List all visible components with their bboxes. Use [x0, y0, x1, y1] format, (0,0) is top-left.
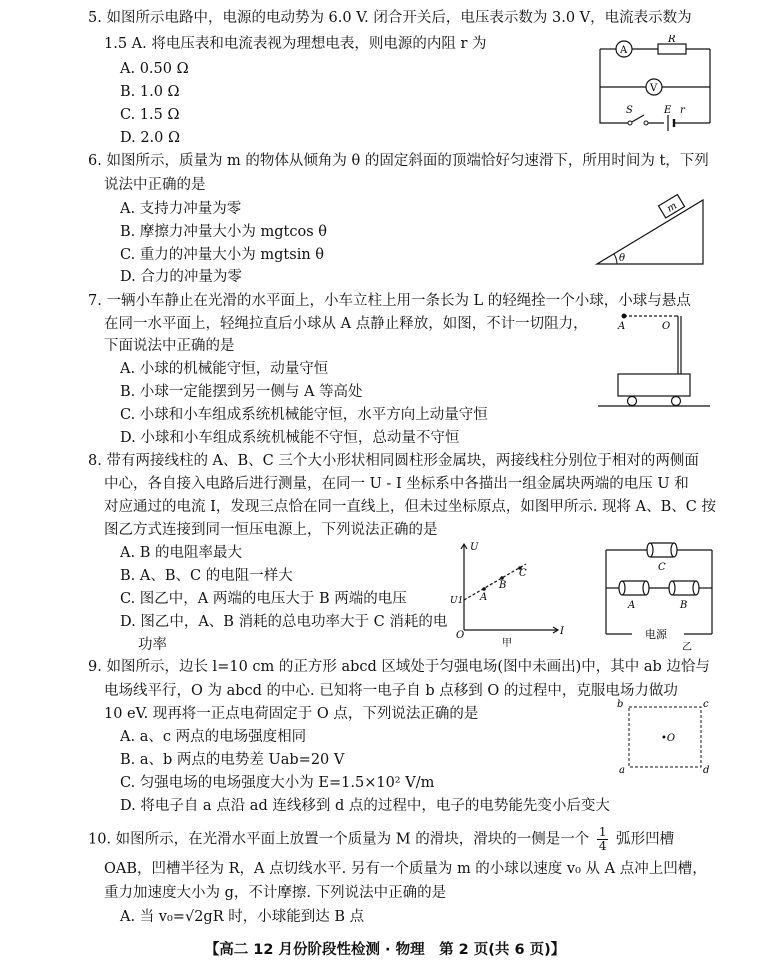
q5-resistor-label: R	[668, 35, 676, 45]
q5-line2: 1.5 A. 将电压表和电流表视为理想电表，则电源的内阻 r 为	[104, 36, 487, 52]
q8-line2: 中心，各自接入电路后进行测量，在同一 U - I 坐标系中各描出一组金属块两端的电压 U 和	[104, 476, 689, 492]
q8-line3: 对应通过的电流 I，发现三点恰在同一直线上，但未过坐标原点，如图甲所示. 现将 A、B、C 按	[104, 499, 716, 515]
q10-line1-start: 10. 如图所示，在光滑水平面上放置一个质量为 M 的滑块，滑块的一侧是一个	[88, 831, 590, 848]
q10-option-a: A. 当 v₀=√2gR 时，小球能到达 B 点	[120, 909, 365, 925]
q9-point-b: b	[617, 699, 624, 710]
q7-option-c: C. 小球和小车组成系统机械能守恒，水平方向上动量守恒	[120, 407, 488, 423]
q10-line1	[88, 826, 674, 853]
q9-option-b: B. a、b 两点的电势差 Uab=20 V	[120, 752, 345, 768]
q7-option-b: B. 小球一定能摆到另一侧与 A 等高处	[120, 384, 363, 400]
q6-option-c: C. 重力的冲量大小为 mgtsin θ	[120, 247, 325, 263]
q6-option-a: A. 支持力冲量为零	[120, 201, 242, 217]
q6-line2: 说法中正确的是	[104, 177, 206, 193]
q9-square-figure	[615, 697, 715, 777]
q5-voltmeter-label: V	[650, 83, 658, 94]
q7-point-o-label: O	[662, 321, 671, 332]
q8-option-d-continued: 功率	[138, 637, 167, 653]
q6-angle-label: θ	[619, 253, 626, 264]
q5-line1: 5. 如图所示电路中，电源的电动势为 6.0 V. 闭合开关后，电压表示数为 3.0 V，电流表示数为	[88, 10, 692, 26]
q5-emf-label: E	[664, 105, 672, 116]
q10-fraction-denominator: 4	[598, 839, 607, 853]
q8-line1: 8. 带有两接线柱的 A、B、C 三个大小形状相同圆柱形金属块，两接线柱分别位于相对的两侧面	[88, 453, 699, 469]
q8-graph-point-a: A	[480, 592, 488, 603]
q9-point-d: d	[703, 765, 710, 776]
q8-graph-caption: 甲	[502, 638, 512, 649]
q9-line1: 9. 如图所示，边长 l=10 cm 的正方形 abcd 区域处于匀强电场(图中未画出)中，其中 ab 边恰与	[88, 659, 710, 675]
q5-switch-label: S	[626, 105, 633, 116]
q8-line4: 图乙方式连接到同一恒压电源上，下列说法正确的是	[104, 522, 438, 538]
q5-option-c: C. 1.5 Ω	[120, 107, 180, 123]
q5-ammeter-label: A	[620, 45, 628, 56]
q7-option-d: D. 小球和小车组成系统机械能不守恒，总动量不守恒	[120, 430, 460, 446]
q7-line1: 7. 一辆小车静止在光滑的水平面上，小车立柱上用一条长为 L 的轻绳拴一个小球，小球与悬点	[88, 293, 691, 309]
q6-line1: 6. 如图所示，质量为 m 的物体从倾角为 θ 的固定斜面的顶端恰好匀速滑下，所用时间为 t，下列	[88, 153, 709, 169]
q9-option-c: C. 匀强电场的电场强度大小为 E=1.5×10² V/m	[120, 775, 435, 791]
q7-point-a-label: A	[618, 321, 626, 332]
q10-line3: 重力加速度大小为 g，不计摩擦. 下列说法中正确的是	[104, 885, 447, 901]
q8-graph-point-b: B	[499, 580, 507, 591]
q5-option-a: A. 0.50 Ω	[120, 61, 189, 77]
q10-line1-end: 弧形凹槽	[616, 831, 675, 848]
q9-point-c: c	[703, 699, 709, 710]
q6-incline-figure	[595, 190, 710, 270]
q8-circuit-figure	[600, 540, 720, 652]
q7-cart-figure	[598, 310, 713, 410]
q8-circuit-b-label: B	[680, 600, 688, 611]
q10-fraction	[597, 826, 609, 853]
q10-line2: OAB，凹槽半径为 R，A 点切线水平. 另有一个质量为 m 的小球以速度 v₀ 从 A 点冲上凹槽，	[104, 861, 707, 877]
q8-circuit-c-label: C	[658, 562, 666, 573]
q5-option-d: D. 2.0 Ω	[120, 130, 181, 146]
q5-circuit-figure	[590, 35, 720, 135]
q8-graph-y-label: U	[470, 542, 479, 553]
q9-point-a: a	[619, 765, 625, 776]
q8-graph-x-label: I	[560, 626, 564, 637]
q8-option-c: C. 图乙中，A 两端的电压大于 B 两端的电压	[120, 591, 407, 607]
q6-option-b: B. 摩擦力冲量大小为 mgtcos θ	[120, 224, 327, 240]
q7-option-a: A. 小球的机械能守恒，动量守恒	[120, 361, 329, 377]
q8-option-a: A. B 的电阻率最大	[120, 545, 242, 561]
q5-internal-label: r	[680, 105, 685, 116]
q8-circuit-source-label: 电源	[645, 628, 667, 641]
q6-option-d: D. 合力的冲量为零	[120, 269, 242, 285]
q8-circuit-a-label: A	[628, 600, 636, 611]
page-footer: 【高二 12 月份阶段性检测 · 物理 第 2 页(共 6 页)】	[204, 942, 566, 958]
q8-graph-point-c: C	[519, 568, 527, 579]
q8-circuit-caption: 乙	[682, 642, 692, 652]
q8-option-b: B. A、B、C 的电阻一样大	[120, 568, 293, 584]
q7-line3: 下面说法中正确的是	[104, 338, 235, 354]
q10-fraction-numerator: 1	[598, 825, 607, 839]
q9-center-o: •O	[661, 733, 676, 744]
q8-graph-origin: O	[456, 630, 465, 641]
q9-option-a: A. a、c 两点的电场强度相同	[120, 729, 307, 745]
q6-mass-label: m	[665, 200, 680, 215]
q9-option-d: D. 将电子自 a 点沿 ad 连线移到 d 点的过程中，电子的电势能先变小后变大	[120, 798, 610, 814]
q9-line2: 电场线平行，O 为 abcd 的中心. 已知将一电子自 b 点移到 O 的过程中，克服电场力做功	[104, 683, 678, 699]
q7-line2: 在同一水平面上，轻绳拉直后小球从 A 点静止释放，如图，不计一切阻力，	[104, 316, 588, 332]
q8-option-d: D. 图乙中，A、B 消耗的总电功率大于 C 消耗的电	[120, 614, 448, 630]
q8-graph-intercept: U1	[450, 596, 464, 606]
q8-graph-figure	[450, 540, 570, 650]
q9-line3: 10 eV. 现再将一正点电荷固定于 O 点，下列说法正确的是	[104, 706, 479, 722]
q5-option-b: B. 1.0 Ω	[120, 84, 180, 100]
